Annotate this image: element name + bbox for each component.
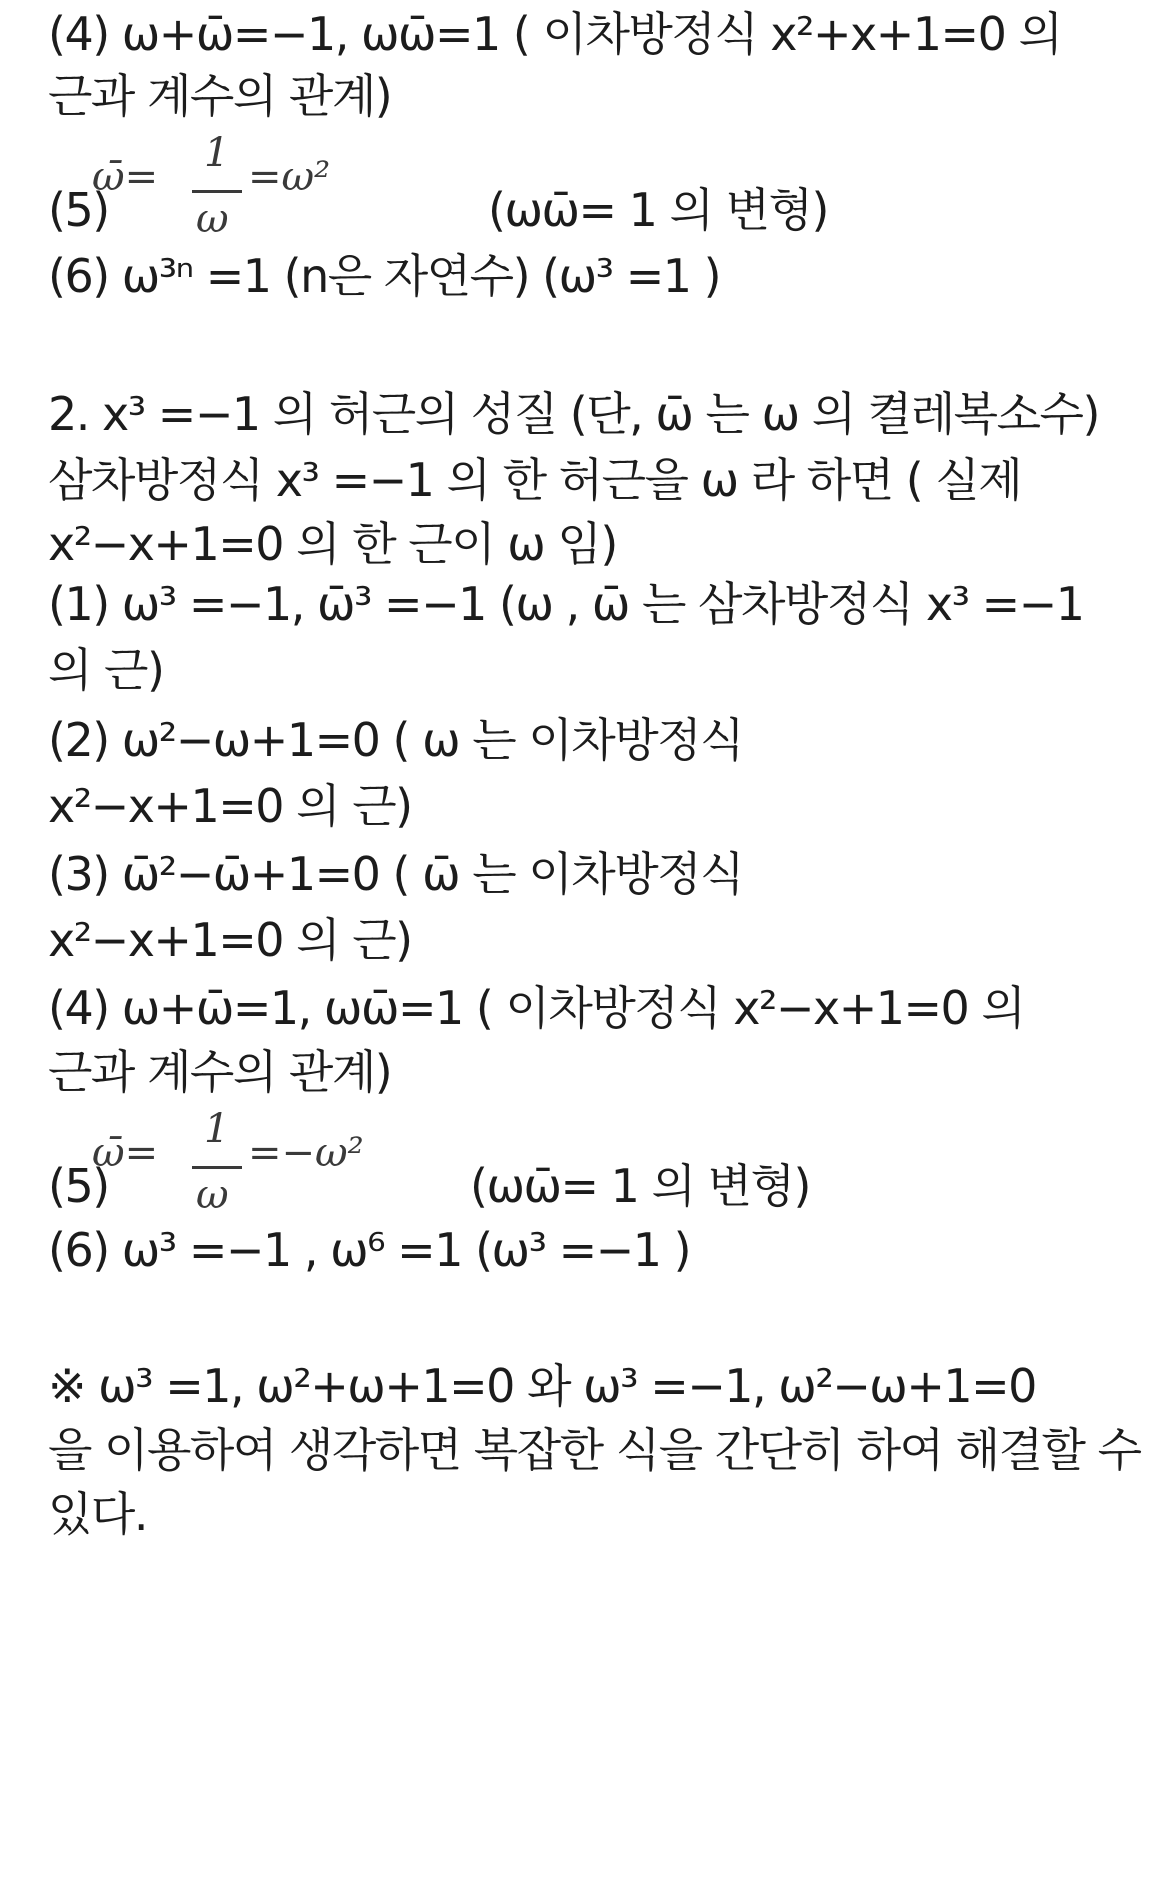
section-2-intro: 삼차방정식 x³ =−1 의 한 허근을 ω 라 하면 ( 실제 xyxy=(48,453,1022,507)
item-6-power: (6) ω³ⁿ =1 (n은 자연수) (ω³ =1 ) xyxy=(48,249,721,303)
frac-rhs: =−ω² xyxy=(248,1130,364,1176)
item-3-conjugate-quadratic-cont: x²−x+1=0 의 근) xyxy=(48,913,412,967)
frac-rhs: =ω² xyxy=(248,154,331,200)
item-5-label: (5) xyxy=(48,183,109,237)
item-5b-label: (5) xyxy=(48,1159,109,1213)
frac-lhs: ω̄= xyxy=(92,1130,159,1176)
item-2-quadratic: (2) ω²−ω+1=0 ( ω 는 이차방정식 xyxy=(48,713,743,767)
item-2-quadratic-cont: x²−x+1=0 의 근) xyxy=(48,779,412,833)
item-6b-power: (6) ω³ =−1 , ω⁶ =1 (ω³ =−1 ) xyxy=(48,1223,691,1277)
item-4-relation-b: (4) ω+ω̄=1, ωω̄=1 ( 이차방정식 x²−x+1=0 의 xyxy=(48,981,1025,1035)
fraction-bar xyxy=(192,1166,242,1169)
item-1-cube-cont: 의 근) xyxy=(48,643,164,697)
frac-lhs: ω̄= xyxy=(92,154,159,200)
frac-numerator: 1 xyxy=(204,130,230,176)
conjugate-fraction-formula-b xyxy=(92,1106,372,1216)
frac-denominator: ω xyxy=(196,1172,229,1218)
item-4-relation-cont: 근과 계수의 관계) xyxy=(48,69,392,123)
item-1-cube: (1) ω³ =−1, ω̄³ =−1 (ω , ω̄ 는 삼차방정식 x³ =−1 xyxy=(48,577,1084,631)
item-5b-note: (ωω̄= 1 의 변형) xyxy=(470,1159,810,1213)
fraction-bar xyxy=(192,190,242,193)
item-5-note: (ωω̄= 1 의 변형) xyxy=(488,183,828,237)
note-text: 을 이용하여 생각하면 복잡한 식을 간단히 하여 해결할 수 xyxy=(48,1423,1141,1477)
item-3-conjugate-quadratic: (3) ω̄²−ω̄+1=0 ( ω̄ 는 이차방정식 xyxy=(48,847,743,901)
frac-numerator: 1 xyxy=(204,1106,230,1152)
note-text-cont: 있다. xyxy=(48,1487,147,1541)
item-4-relation-b-cont: 근과 계수의 관계) xyxy=(48,1045,392,1099)
section-2-heading: 2. x³ =−1 의 허근의 성질 (단, ω̄ 는 ω 의 켤레복소수) xyxy=(48,387,1099,441)
item-4-relation: (4) ω+ω̄=−1, ωω̄=1 ( 이차방정식 x²+x+1=0 의 xyxy=(48,7,1062,61)
note-reference-mark: ※ ω³ =1, ω²+ω+1=0 와 ω³ =−1, ω²−ω+1=0 xyxy=(48,1359,1036,1413)
conjugate-fraction-formula xyxy=(92,130,352,240)
frac-denominator: ω xyxy=(196,196,229,242)
section-2-intro-cont: x²−x+1=0 의 한 근이 ω 임) xyxy=(48,517,617,571)
